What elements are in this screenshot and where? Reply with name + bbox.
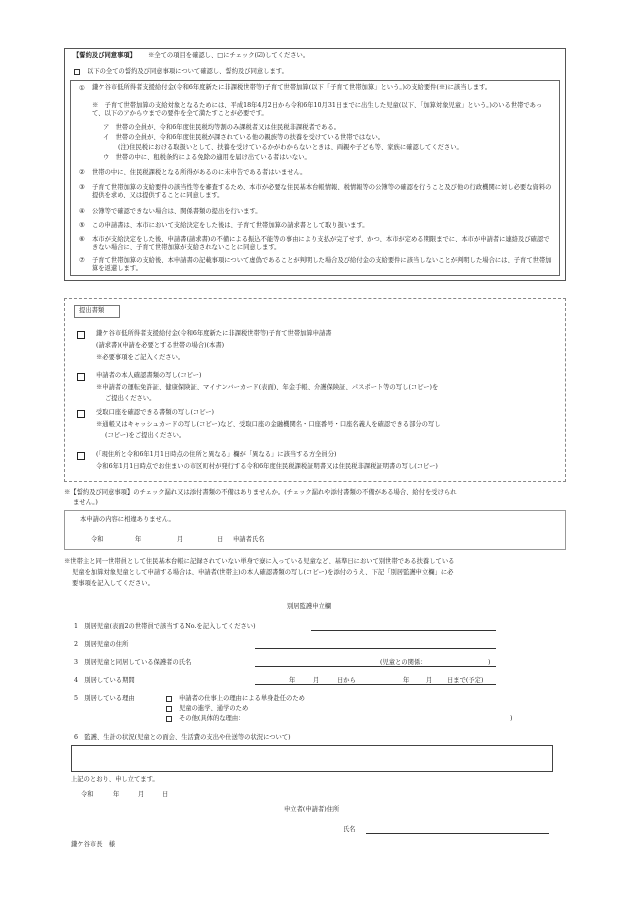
oath-note-u: ウ 世帯の中に、租税条約による免除の適用を届け出ている者はいない。 [103,154,311,161]
separate-title: 別居監護申立欄 [287,603,332,610]
q4-to-month: 月 [426,677,433,684]
agree-all-text: 以下の全ての誓約及び同意事項について確認し、誓約及び同意します。 [87,68,288,75]
doc1-checkbox[interactable] [77,331,85,339]
warning-line-1: ※【誓約及び同意事項】のチェック漏れ又は添付書類の不備はありませんか。(チェック漏れや添付書類の不備がある場合、給付を受けられ [64,489,457,496]
q5-opt1-label: 申請者の仕事上の理由による単身赴任のため [179,695,305,702]
separate-intro-3: 要事項を記入してください。 [72,580,154,587]
q4-to-year: 年 [403,677,410,684]
applicant-name-label: 氏名 [343,826,356,833]
confirm-text: 本申請の内容に相違ありません。 [80,516,175,523]
q2-input[interactable] [255,648,496,649]
declare-month: 月 [138,791,145,798]
agree-all-checkbox[interactable] [74,69,80,75]
oath-item-5: この申請書は、本市において支給決定をした後は、子育て世帯加算の請求書として取り扱います。 [92,222,369,229]
q1-input[interactable] [311,630,496,631]
q3-label: 3 別居児童と同居している保護者の氏名 [74,659,192,666]
doc4-note: 令和6年1月1日時点でお住まいの市区町村が発行する令和6年度住民税課税証明書又は住民税非課税証明書の写し(コピー) [96,463,438,470]
oath-item-3: 子育て世帯加算の支給要件の該当性等を審査するため、本市が必要な住民基本台帳情報、税情報等の公簿等の確認を行うこと及び他の行政機関に対し必要な資料の提供を求め、又は提供することに同意します。 [92,184,552,199]
doc2-checkbox[interactable] [77,373,85,381]
confirm-signer-label: 申請者氏名 [233,536,265,543]
q6-label: 6 監護、生計の状況(児童との面会、生活費の支出や仕送等の状況について) [74,734,291,741]
oath-note-a: ア 世帯の全員が、令和6年度住民税均等割のみ課税者又は住民税非課税者である。 [103,124,340,131]
oath-item-num: ① [79,85,85,92]
warning-line-2: ません。) [73,499,98,506]
doc2-note2: ご提出ください。 [105,395,156,402]
oath-item-4: 公簿等で確認できない場合は、関係書類の提出を行います。 [92,208,262,215]
q3-relation-close: ) [488,659,491,666]
q4-from-day: 日から [337,677,356,684]
q5-opt3-checkbox[interactable] [166,716,172,722]
q2-label: 2 別居児童の住所 [74,641,129,648]
doc2-title: 申請者の本人確認書類の写し(コピー) [96,372,202,379]
oath-item-2: 世帯の中に、住民税課税となる所得があるのに未申告である者はいません。 [92,169,307,176]
oath-note-remark: (注)住民税における取扱いとして、扶養を受けているかがわからないときは、両親や子ども等、家族に確認してください。 [118,144,463,151]
q4-from-year: 年 [289,677,296,684]
q5-opt1-checkbox[interactable] [166,696,172,702]
declare-text: 上記のとおり、申し立てます。 [71,776,159,783]
q5-opt2-checkbox[interactable] [166,706,172,712]
doc3-checkbox[interactable] [77,410,85,418]
oath-header-note: ※全ての項目を確認し、□にチェック(☑)してください。 [148,52,310,59]
q1-label: 1 別居児童(表面2の世帯員で該当するNo.を記入してください) [74,623,256,630]
q5-opt3-close: ) [510,715,513,722]
separate-intro-2: 児童を加算対象児童として申請する場合は、申請者(世帯主)の本人確認書類の写し(コピー)を添付のうえ、下記「別居監護申立欄」に必 [72,569,454,576]
mayor-address: 鎌ケ谷市長 様 [71,841,116,848]
q5-opt2-label: 児童の進学、通学のため [179,705,249,712]
confirm-month: 月 [177,536,184,543]
q3-input[interactable] [255,666,496,667]
doc1-sub: (請求書)(申請を必要とする世帯の場合)(本書) [96,342,225,349]
confirm-era: 令和 [91,536,104,543]
q5-opt3-label: その他(具体的な理由： [179,715,245,722]
doc3-note1: ※通帳又はキャッシュカードの写し(コピー)など、受取口座の金融機関名・口座番号・口座名義人を確認できる部分の写し [96,421,441,428]
oath-item-num: ③ [79,184,85,191]
declare-year: 年 [113,791,120,798]
oath-item-7: 子育て世帯加算の支給後、本申請書の記載事項について虚偽であることが判明した場合及び給付金の支給要件に該当しないことが判明した場合には、子育て世帯加算を返還します。 [92,257,552,272]
doc1-title: 鎌ケ谷市低所得者支援給付金(令和6年度新たに非課税世帯等)子育て世帯加算申請書 [96,330,332,337]
applicant-name-input[interactable] [366,833,549,834]
applicant-address-label: 申立者(申請者)住所 [284,806,340,813]
oath-item-1: 鎌ケ谷市低所得者支援給付金(令和6年度新たに非課税世帯等)子育て世帯加算(以下「子育て世帯加算」という。)の支給要件(※)に該当します。 [92,84,492,91]
doc3-note2: (コピー)をご提出ください。 [105,432,186,439]
oath-item-num: ⑤ [79,222,85,229]
oath-item-num: ⑥ [79,236,85,243]
doc3-title: 受取口座を確認できる書類の写し(コピー) [96,409,215,416]
oath-item-num: ⑦ [79,257,85,264]
q3-relation-label: (児童との関係： [380,659,427,666]
q4-from-month: 月 [313,677,320,684]
q5-label: 5 別居している理由 [74,695,135,702]
separate-intro-1: ※世帯主と同一世帯員として住民基本台帳に記録されていない単身で寮に入っている児童など、基準日において別世帯である扶養している [64,558,455,565]
declare-era: 令和 [81,791,94,798]
q4-label: 4 別居している期間 [74,677,135,684]
confirm-day: 日 [217,536,224,543]
oath-note-intro: ※ 子育て世帯加算の支給対象となるためには、平成18年4月2日から令和6年10月31日までに出生した児童(以下、「加算対象児童」という。)のいる世帯であって、以下のアからウまでの要件を全て満たすことが必要です。 [92,102,543,117]
doc4-checkbox[interactable] [77,452,85,460]
oath-item-num: ② [79,169,85,176]
documents-label [74,305,120,318]
doc4-title: (「現住所と令和6年1月1日時点の住所と異なる」欄が「異なる」に該当する方全員分) [96,451,337,458]
doc2-note1: ※申請者の運転免許証、健康保険証、マイナンバーカード(表面)、年金手帳、介護保険証、パスポート等の写し(コピー)を [96,384,439,391]
oath-note-i: イ 世帯の全員が、令和6年度住民税が課されている他の親族等の扶養を受けている世帯ではない。 [103,134,385,141]
q6-input[interactable] [71,745,553,772]
oath-header-label: 【誓約及び同意事項】 [73,52,136,59]
doc1-note: ※必要事項をご記入ください。 [96,354,185,361]
oath-item-num: ④ [79,208,85,215]
confirm-year: 年 [135,536,142,543]
declare-day: 日 [162,791,169,798]
q4-to-day: 日まで(予定) [447,677,484,684]
oath-item-6: 本市が支給決定をした後、申請書(請求書)の不備による振込不能等の事由により支払が完了せず、かつ、本市が定める期限までに、本市が申請者に連絡及び確認できない場合に、子育て世帯加算が支給されないことに同意します。 [92,236,550,251]
documents-label-text: 提出書類 [79,307,105,314]
